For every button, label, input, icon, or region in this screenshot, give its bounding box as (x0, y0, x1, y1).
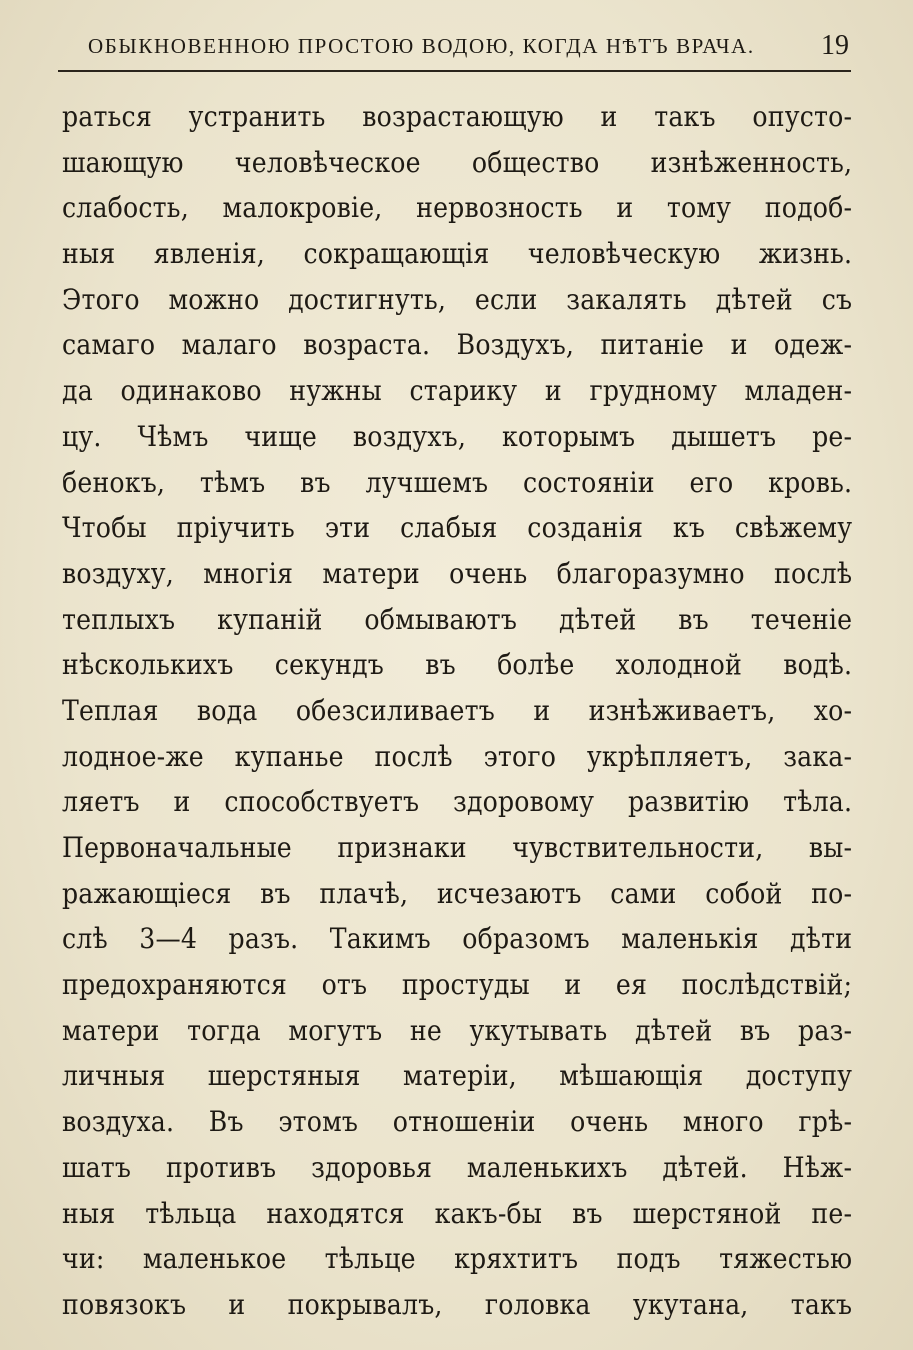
text-line-wrapper (62, 871, 852, 917)
text-line: личныя шерстяныя матеріи, мѣшающія доступу (62, 1059, 853, 1093)
text-line-wrapper (62, 1053, 852, 1099)
text-line: да одинаково нужны старику и грудному младен- (62, 374, 853, 408)
text-line-wrapper (62, 962, 852, 1008)
body-text (62, 94, 852, 1328)
text-line: ражающіеся въ плачѣ, исчезаютъ сами собой по- (62, 876, 853, 910)
text-line: повязокъ и покрывалъ, головка укутана, такъ (62, 1287, 853, 1321)
text-line-wrapper (62, 779, 852, 825)
text-line-wrapper (62, 1191, 852, 1237)
text-line-wrapper (62, 231, 852, 277)
text-line-wrapper (62, 551, 852, 597)
text-line: нѣсколькихъ секундъ въ болѣе холодной водѣ. (62, 648, 853, 682)
text-line-wrapper (62, 322, 852, 368)
text-line-wrapper (62, 688, 852, 734)
text-line: раться устранить возрастающую и такъ опусто- (62, 100, 853, 133)
text-line: слабость, малокровіе, нервозность и тому подоб- (62, 191, 853, 225)
text-line-wrapper (62, 825, 852, 871)
text-line-wrapper (62, 1099, 852, 1145)
running-header (58, 26, 851, 72)
text-line-wrapper (62, 460, 852, 506)
text-line: воздуху, многія матери очень благоразумно послѣ (62, 556, 853, 590)
text-line: бенокъ, тѣмъ въ лучшемъ состояніи его кровь. (62, 465, 853, 499)
text-line: слѣ 3—4 разъ. Такимъ образомъ маленькія дѣти (62, 922, 853, 956)
text-line-wrapper (62, 1008, 852, 1054)
text-line-wrapper (62, 414, 852, 460)
text-line: цу. Чѣмъ чище воздухъ, которымъ дышетъ ре- (62, 419, 853, 453)
text-line-wrapper (62, 916, 852, 962)
text-line: чи: маленькое тѣльце кряхтитъ подъ тяжестью (62, 1242, 853, 1276)
text-line: ныя явленія, сокращающія человѣческую жизнь. (62, 237, 853, 271)
text-line-wrapper (62, 94, 852, 140)
text-line: матери тогда могутъ не укутывать дѣтей въ раз- (62, 1013, 853, 1047)
text-line: Этого можно достигнуть, если закалять дѣтей съ (62, 282, 853, 316)
text-line: теплыхъ купаній обмываютъ дѣтей въ теченіе (62, 602, 853, 636)
text-line: лодное-же купанье послѣ этого укрѣпляетъ, зака- (62, 739, 853, 773)
text-line: предохраняются отъ простуды и ея послѣдствій; (62, 968, 853, 1002)
text-line: Теплая вода обезсиливаетъ и изнѣживаетъ, хо- (62, 693, 853, 727)
text-line-wrapper (62, 1236, 852, 1282)
text-line-wrapper (62, 505, 852, 551)
text-line: самаго малаго возраста. Воздухъ, питаніе и одеж- (62, 328, 853, 362)
text-line: шающую человѣческое общество изнѣженность, (62, 145, 853, 179)
text-line-wrapper (62, 597, 852, 643)
page-number: 19 (821, 30, 849, 61)
text-line-wrapper (62, 734, 852, 780)
text-line: воздуха. Въ этомъ отношеніи очень много грѣ- (62, 1105, 853, 1139)
text-line: шатъ противъ здоровья маленькихъ дѣтей. Нѣж- (62, 1150, 853, 1184)
text-line-wrapper (62, 1145, 852, 1191)
text-line-wrapper (62, 277, 852, 323)
text-line-wrapper (62, 368, 852, 414)
text-line-wrapper (62, 185, 852, 231)
text-line: ныя тѣльца находятся какъ-бы въ шерстяной пе- (62, 1196, 853, 1230)
text-line: Чтобы пріучить эти слабыя созданія къ свѣжему (62, 511, 853, 545)
text-line-wrapper (62, 642, 852, 688)
text-line-wrapper (62, 140, 852, 186)
text-line-wrapper (62, 1282, 852, 1328)
text-line: Первоначальные признаки чувствительности, вы- (62, 831, 853, 864)
running-head-title: ОБЫКНОВЕННОЮ ПРОСТОЮ ВОДОЮ, КОГДА НѢТЪ ВРАЧА. (88, 34, 755, 58)
text-line: ляетъ и способствуетъ здоровому развитію тѣла. (62, 785, 853, 819)
